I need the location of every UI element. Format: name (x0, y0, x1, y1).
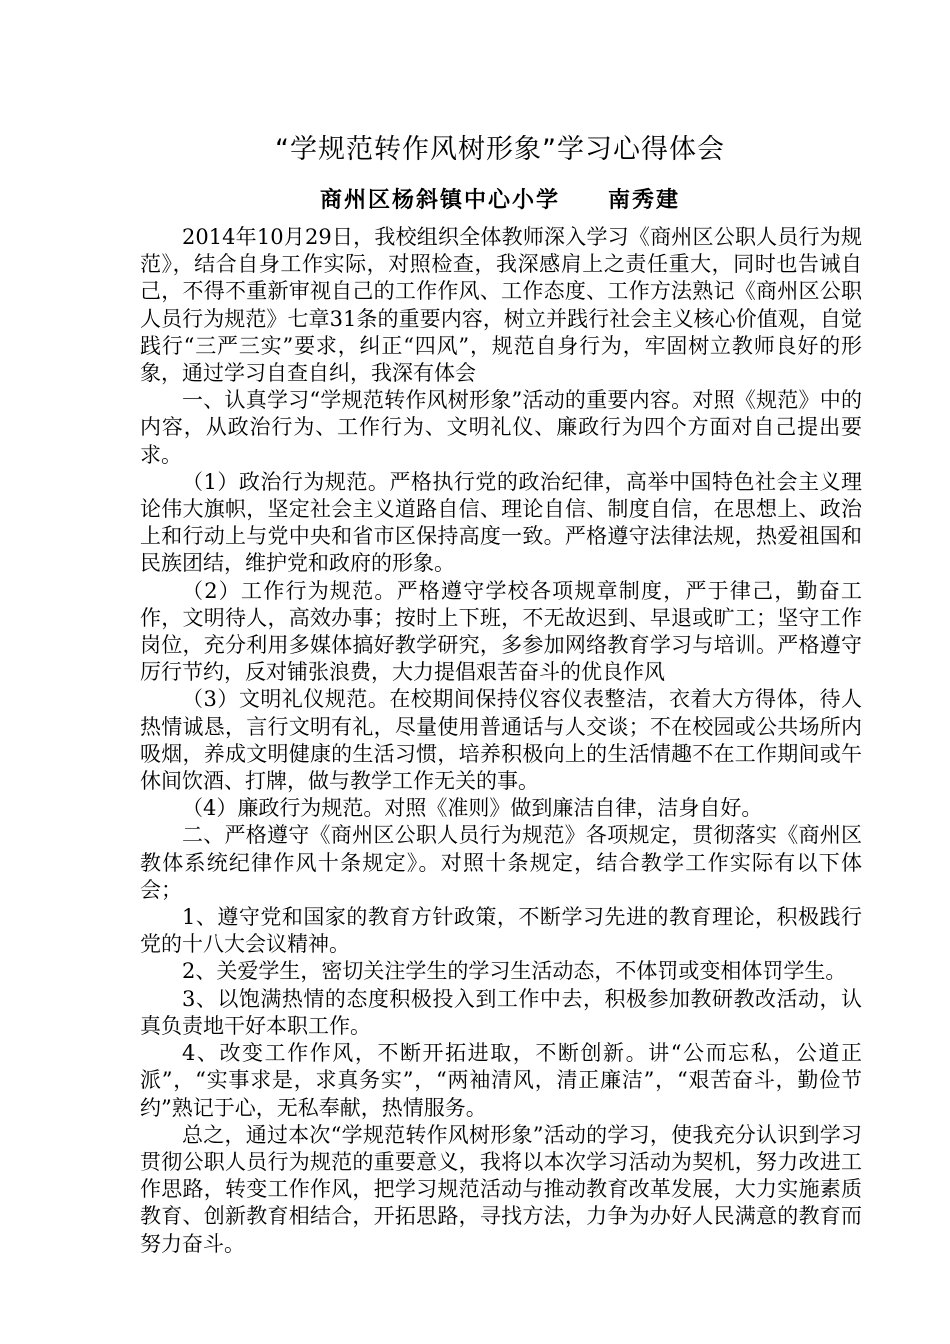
author-line (140, 183, 860, 217)
paragraph-section-1: 一、认真学习“学规范转作风树形象”活动的重要内容。对照《规范》中的内容，从政治行为、工作行为、文明礼仪、廉政行为四个方面对自己提出要求。 (140, 388, 862, 467)
document-body (140, 224, 862, 1258)
document-title: “学规范转作风树形象”学习心得体会 (275, 134, 725, 165)
paragraph-item-2: 2、关爱学生，密切关注学生的学习生活动态，不体罚或变相体罚学生。 (182, 959, 847, 984)
paragraph-section-2: 二、严格遵守《商州区公职人员行为规范》各项规定，贯彻落实《商州区教体系统纪律作风十条规定》。对照十条规定，结合教学工作实际有以下体会； (140, 823, 862, 902)
author-school: 商州区杨斜镇中心小学 (319, 187, 560, 213)
paragraph-political-conduct: （1）政治行为规范。严格执行党的政治纪律，高举中国特色社会主义理论伟大旗帜，坚定社会主义道路自信、理论自信、制度自信，在思想上、政治上和行动上与党中央和省市区保持高度一致。严格遵守法律法规，热爱祖国和民族团结，维护党和政府的形象。 (140, 469, 862, 576)
paragraph-integrity: （4）廉政行为规范。对照《准则》做到廉洁自律，洁身自好。 (182, 796, 763, 821)
paragraph-conclusion: 总之，通过本次“学规范转作风树形象”活动的学习，使我充分认识到学习贯彻公职人员行为规范的重要意义，我将以本次学习活动为契机，努力改进工作思路，转变工作作风，把学习规范活动与推动教育改革发展，大力实施素质教育、创新教育相结合，开拓思路，寻找方法，力争为办好人民满意的教育而努力奋斗。 (140, 1122, 862, 1256)
paragraph-item-1: 1、遵守党和国家的教育方针政策，不断学习先进的教育理论，积极践行党的十八大会议精神。 (140, 905, 862, 957)
paragraph-intro: 2014年10月29日，我校组织全体教师深入学习《商州区公职人员行为规范》，结合自身工作实际，对照检查，我深感肩上之责任重大，同时也告诫自己，不得不重新审视自己的工作作风、工作态度、工作方法熟记《商州区公职人员行为规范》七章31条的重要内容，树立并践行社会主义核心价值观，自觉践行“三严三实”要求，纠正“四风”，规范自身行为，牢固树立教师良好的形象，通过学习自查自纠，我深有体会 (140, 225, 862, 386)
paragraph-item-3: 3、以饱满热情的态度积极投入到工作中去，积极参加教研教改活动，认真负责地干好本职工作。 (140, 986, 862, 1038)
paragraph-work-conduct: （2）工作行为规范。严格遵守学校各项规章制度，严于律己，勤奋工作，文明待人，高效办事；按时上下班，不无故迟到、早退或旷工；坚守工作岗位，充分利用多媒体搞好教学研究，多参加网络教育学习与培训。严格遵守厉行节约，反对铺张浪费，大力提倡艰苦奋斗的优良作风 (140, 578, 862, 685)
paragraph-item-4: 4、改变工作作风，不断开拓进取，不断创新。讲“公而忘私，公道正派”，“实事求是，求真务实”，“两袖清风，清正廉洁”，“艰苦奋斗，勤俭节约”熟记于心，无私奉献，热情服务。 (140, 1041, 862, 1120)
paragraph-etiquette: （3）文明礼仪规范。在校期间保持仪容仪表整洁，衣着大方得体，待人热情诚恳，言行文明有礼，尽量使用普通话与人交谈；不在校园或公共场所内吸烟，养成文明健康的生活习惯，培养积极向上的生活情趣不在工作期间或午休间饮酒、打牌，做与教学工作无关的事。 (140, 687, 862, 794)
author-name: 南秀建 (608, 187, 681, 213)
